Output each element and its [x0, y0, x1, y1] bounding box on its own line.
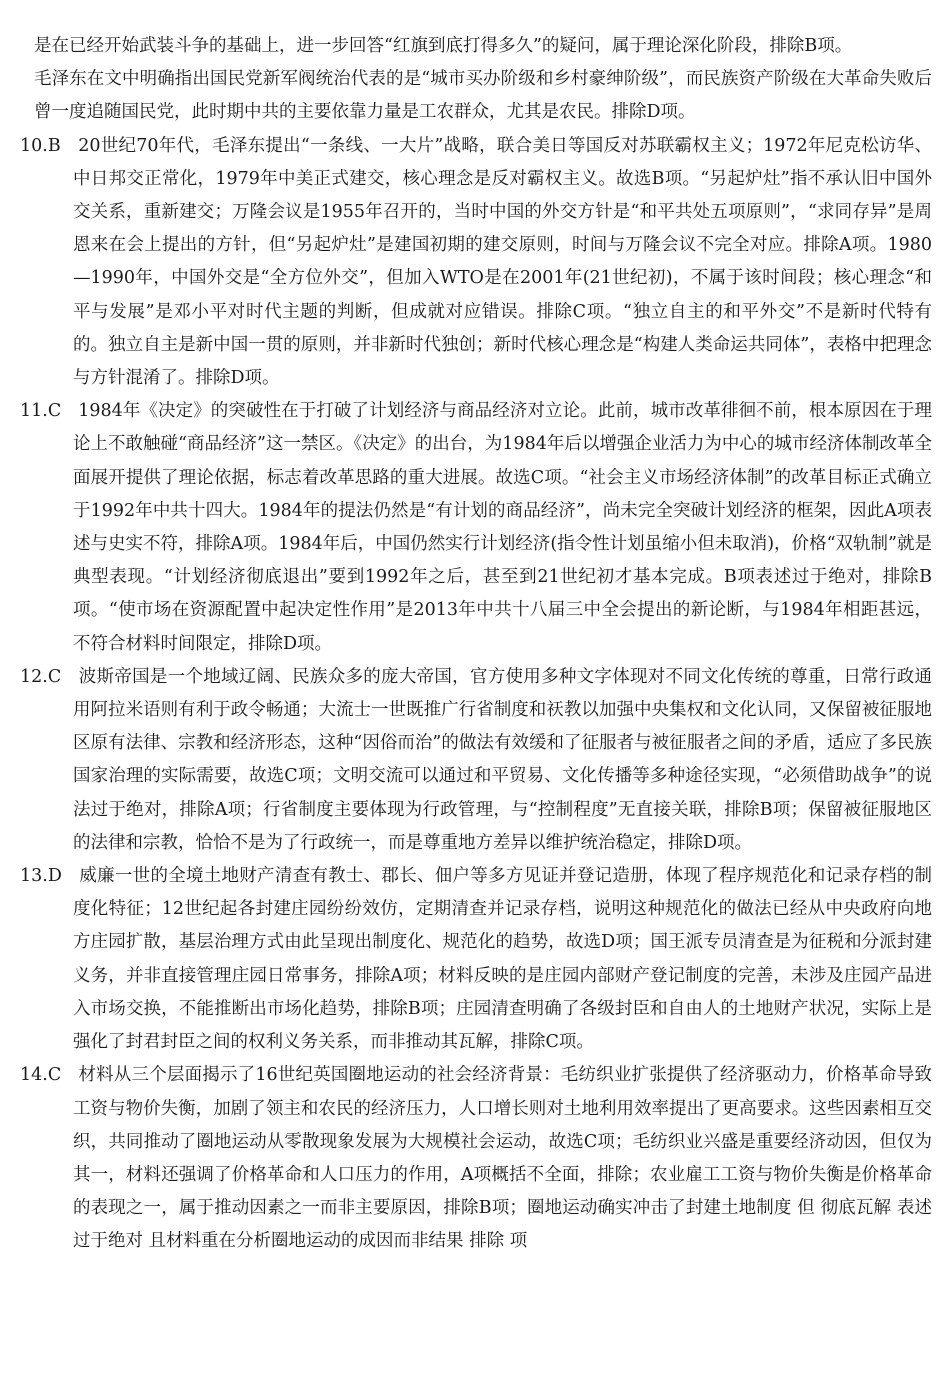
answer-number: 11.C [20, 401, 62, 422]
answer-explanation: 威廉一世的全境土地财产清查有教士、郡长、佃户等多方见证并登记造册，体现了程序规范化和记录存档的制度化特征；12世纪起各封建庄园纷纷效仿，定期清查并记录存档，说明这种规范化的做法已经从中央政府向地方庄园扩散，基层治理方式由此呈现出制度化、规范化的趋势，故选D项；国王派专员清查是为征税和分派封建义务，并非直接管理庄园日常事务，排除A项；材料反映的是庄园内部财产登记制度的完善，未涉及庄园产品进入市场交换，不能推断出市场化趋势，排除B项；庄园清查明确了各级封臣和自由人的土地财产状况，实际上是强化了封君封臣之间的权利义务关系，而非推动其瓦解，排除C项。 [73, 866, 932, 1053]
answer-explanation: 1984年《决定》的突破性在于打破了计划经济与商品经济对立论。此前，城市改革徘徊不前，根本原因在于理论上不敢触碰“商品经济”这一禁区。《决定》的出台，为1984年后以增强企业活力为中心的城市经济体制改革全面展开提供了理论依据，标志着改革思路的重大进展。故选C项。“社会主义市场经济体制”的改革目标正式确立于1992年中共十四大。1984年的提法仍然是“有计划的商品经济”，尚未完全突破计划经济的框架，因此A项表述与史实不符，排除A项。1984年后，中国仍然实行计划经济(指令性计划虽缩小但未取消)，价格“双轨制”就是典型表现。“计划经济彻底退出”要到1992年之后，甚至到21世纪初才基本完成。B项表述过于绝对，排除B项。“使市场在资源配置中起决定性作用”是2013年中共十八届三中全会提出的新论断，与1984年相距甚远，不符合材料时间限定，排除D项。 [73, 401, 932, 654]
answer-number: 12.C [20, 666, 62, 687]
answer-item-12 [20, 661, 932, 860]
answer-explanation: 20世纪70年代，毛泽东提出“一条线、一大片”战略，联合美日等国反对苏联霸权主义；1972年尼克松访华、中日邦交正常化，1979年中美正式建交，核心理念是反对霸权主义。故选B项。“另起炉灶”指不承认旧中国外交关系，重新建交；万隆会议是1955年召开的，当时中国的外交方针是“和平共处五项原则”，“求同存异”是周恩来在会上提出的方针，但“另起炉灶”是建国初期的建交原则，时间与万隆会议不完全对应。排除A项。1980—1990年，中国外交是“全方位外交”，但加入WTO是在2001年(21世纪初)，不属于该时间段；核心理念“和平与发展”是邓小平对时代主题的判断，但成就对应错误。排除C项。“独立自主的和平外交”不是新时代特有的。独立自主是新中国一贯的原则，并非新时代独创；新时代核心理念是“构建人类命运共同体”，表格中把理念与方针混淆了。排除D项。 [73, 135, 932, 389]
answer-number: 13.D [20, 866, 62, 887]
continuation-block [20, 30, 932, 130]
continuation-paragraph-1: 是在已经开始武装斗争的基础上，进一步回答“红旗到底打得多久”的疑问，属于理论深化阶段，排除B项。 [34, 36, 853, 56]
answer-item-11 [20, 395, 932, 661]
answer-number: 14.C [20, 1065, 62, 1086]
answer-number: 10.B [20, 135, 61, 156]
answer-item-10 [20, 130, 932, 396]
answer-explanation: 材料从三个层面揭示了16世纪英国圈地运动的社会经济背景：毛纺织业扩张提供了经济驱动力，价格革命导致工资与物价失衡，加剧了领主和农民的经济压力，人口增长则对土地利用效率提出了更高要求。这些因素相互交织，共同推动了圈地运动从零散现象发展为大规模社会运动，故选C项；毛纺织业兴盛是重要经济动因，但仅为其一，材料还强调了价格革命和人口压力的作用，A项概括不全面，排除；农业雇工工资与物价失衡是价格革命的表现之一，属于推动因素之一而非主要原因，排除B项；圈地运动确实冲击了封建土地制度 但 彻底瓦解 表述过于绝对 且材料重在分析圈地运动的成因而非结果 排除 项 [73, 1065, 932, 1252]
answer-item-13 [20, 860, 932, 1059]
answer-explanation: 波斯帝国是一个地域辽阔、民族众多的庞大帝国，官方使用多种文字体现对不同文化传统的尊重，日常行政通用阿拉米语则有利于政令畅通；大流士一世既推广行省制度和祆教以加强中央集权和文化认同，又保留被征服地区原有法律、宗教和经济形态，这种“因俗而治”的做法有效缓和了征服者与被征服者之间的矛盾，适应了多民族国家治理的实际需要，故选C项；文明交流可以通过和平贸易、文化传播等多种途径实现，“必须借助战争”的说法过于绝对，排除A项；行省制度主要体现为行政管理，与“控制程度”无直接关联，排除B项；保留被征服地区的法律和宗教，恰恰不是为了行政统一，而是尊重地方差异以维护统治稳定，排除D项。 [73, 666, 932, 853]
answer-item-14 [20, 1059, 932, 1258]
continuation-paragraph-2: 毛泽东在文中明确指出国民党新军阀统治代表的是“城市买办阶级和乡村豪绅阶级”，而民族资产阶级在大革命失败后曾一度追随国民党，此时期中共的主要依靠力量是工农群众，尤其是农民。排除D项。 [34, 69, 932, 123]
